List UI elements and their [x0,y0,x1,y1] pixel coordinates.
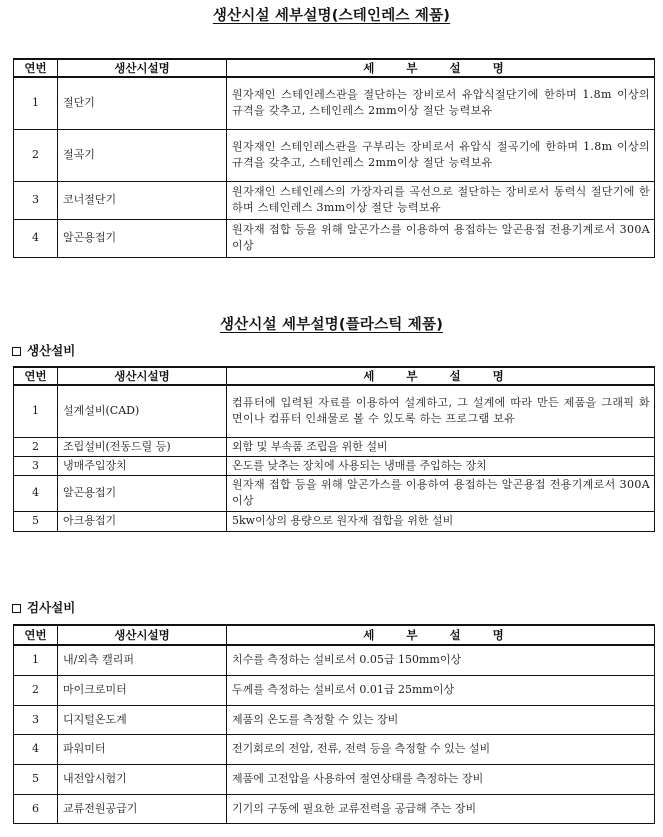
table-header-row [14,625,655,645]
table-row [14,794,655,823]
header-desc: 세 부 설 명 [227,59,655,77]
section2-table [13,366,655,532]
row-num: 3 [14,705,58,734]
row-name: 내/외측 캘리퍼 [58,645,227,675]
row-desc: 원자재 접합 등을 위해 알곤가스를 이용하여 용접하는 알곤용접 전용기계로서 300A이상 [227,475,655,511]
section1-table [13,58,655,258]
row-desc: 치수를 측정하는 설비로서 0.05급 150mm이상 [227,645,655,675]
row-name: 조립설비(전동드릴 등) [58,437,227,456]
row-num: 2 [14,437,58,456]
row-name: 절곡기 [58,129,227,181]
header-desc: 세 부 설 명 [227,367,655,385]
row-name: 마이크로미터 [58,675,227,705]
header-num: 연번 [14,367,58,385]
row-name: 코너절단기 [58,181,227,219]
section3-subtitle [12,600,75,616]
table-row [14,675,655,705]
table-header-row [14,367,655,385]
table-row [14,219,655,257]
row-num: 2 [14,675,58,705]
row-name: 설계설비(CAD) [58,385,227,437]
row-num: 6 [14,794,58,823]
section1-title: 생산시설 세부설명(스테인레스 제품) [212,8,451,24]
table-row [14,437,655,456]
row-num: 5 [14,511,58,531]
table-row [14,129,655,181]
section3-table [13,624,655,824]
table-row [14,385,655,437]
table-row [14,511,655,531]
row-num: 2 [14,129,58,181]
row-desc: 원자재인 스테인레스관을 절단하는 장비로서 유압식절단기에 한하며 1.8m 이상의 규격을 갖추고, 스테인레스 2mm이상 절단 능력보유 [227,77,655,129]
row-num: 1 [14,77,58,129]
row-num: 4 [14,734,58,764]
header-num: 연번 [14,59,58,77]
table-row [14,456,655,475]
row-name: 교류전원공급기 [58,794,227,823]
table-row [14,181,655,219]
table-row [14,734,655,764]
table-row [14,645,655,675]
section2-subtitle [12,343,75,359]
section3-subtitle-label: 검사설비 [27,600,76,615]
checkbox-icon [12,604,21,613]
row-name: 디지털온도계 [58,705,227,734]
row-num: 1 [14,645,58,675]
table-row [14,77,655,129]
checkbox-icon [12,347,21,356]
row-num: 5 [14,764,58,794]
table-header-row [14,59,655,77]
row-desc: 두께를 측정하는 설비로서 0.01급 25mm이상 [227,675,655,705]
row-desc: 원자재 접합 등을 위해 알곤가스를 이용하여 용접하는 알곤용접 전용기계로서 300A이상 [227,219,655,257]
row-name: 아크용접기 [58,511,227,531]
section2-subtitle-label: 생산설비 [27,343,76,358]
header-name: 생산시설명 [58,625,227,645]
row-desc: 외함 및 부속품 조립을 위한 설비 [227,437,655,456]
header-name: 생산시설명 [58,59,227,77]
header-desc: 세 부 설 명 [227,625,655,645]
header-num: 연번 [14,625,58,645]
row-desc: 제품의 온도를 측정할 수 있는 장비 [227,705,655,734]
table-row [14,764,655,794]
row-name: 절단기 [58,77,227,129]
row-name: 알곤용접기 [58,219,227,257]
header-name: 생산시설명 [58,367,227,385]
table-row [14,475,655,511]
table-row [14,705,655,734]
row-num: 1 [14,385,58,437]
row-desc: 제품에 고전압을 사용하여 절연상태를 측정하는 장비 [227,764,655,794]
row-num: 3 [14,181,58,219]
row-desc: 5kw이상의 용량으로 원자재 접합을 위한 설비 [227,511,655,531]
row-num: 4 [14,219,58,257]
row-desc: 컴퓨터에 입력된 자료를 이용하여 설계하고, 그 설계에 따라 만든 제품을 그래픽 화면이나 컴퓨터 인쇄물로 볼 수 있도록 하는 프로그램 보유 [227,385,655,437]
row-desc: 원자재인 스테인레스관을 구부리는 장비로서 유압식 절곡기에 한하며 1.8m 이상의 규격을 갖추고, 스테인레스 2mm이상 절단 능력보유 [227,129,655,181]
row-desc: 기기의 구동에 필요한 교류전력을 공급해 주는 장비 [227,794,655,823]
row-desc: 원자재인 스테인레스의 가장자리를 곡선으로 절단하는 장비로서 동력식 절단기에 한하며 스테인레스 3mm이상 절단 능력보유 [227,181,655,219]
row-name: 내전압시험기 [58,764,227,794]
row-name: 파워미터 [58,734,227,764]
row-desc: 전기회로의 전압, 전류, 전력 등을 측정할 수 있는 설비 [227,734,655,764]
row-num: 3 [14,456,58,475]
row-name: 냉매주입장치 [58,456,227,475]
row-name: 알곤용접기 [58,475,227,511]
section2-title: 생산시설 세부설명(플라스틱 제품) [219,317,444,333]
row-desc: 온도를 낮추는 장치에 사용되는 냉매를 주입하는 장치 [227,456,655,475]
row-num: 4 [14,475,58,511]
